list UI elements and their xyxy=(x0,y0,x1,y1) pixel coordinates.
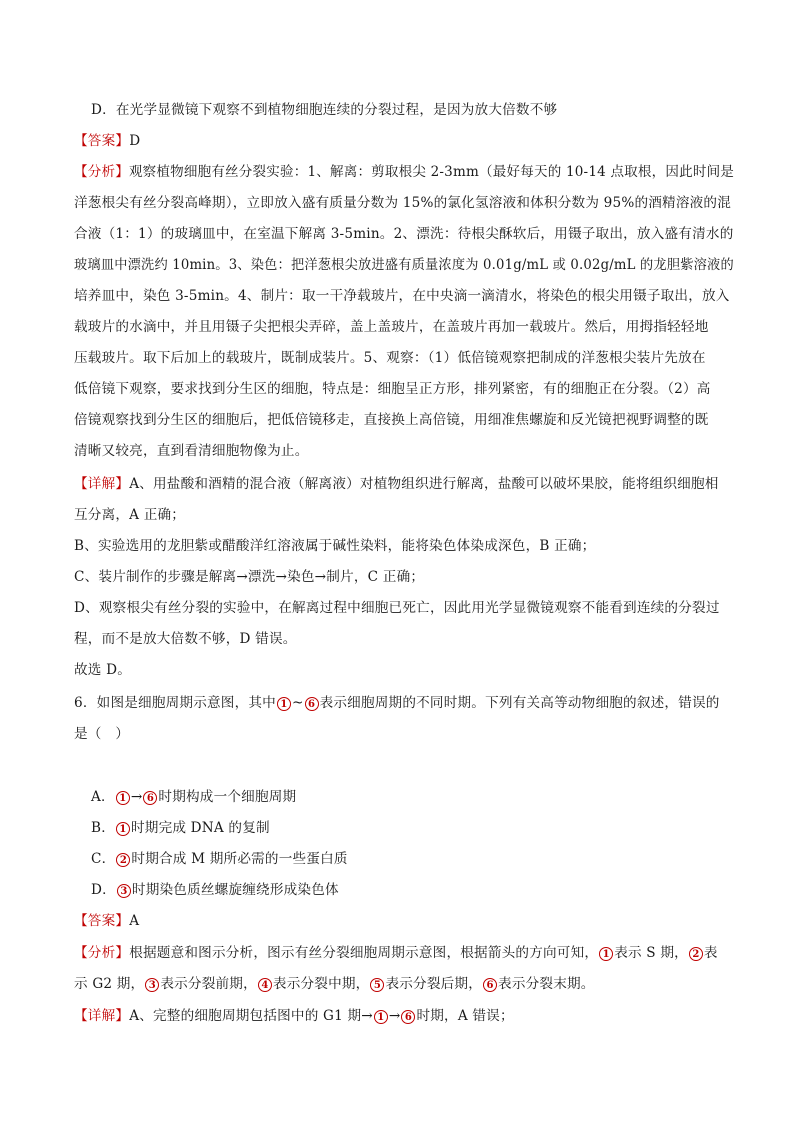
answer-tag: 【答案】 xyxy=(74,913,130,929)
detail-line: 互分离，A 正确； xyxy=(74,507,186,523)
circled-number: 3 xyxy=(117,884,131,898)
answer-tag: 【答案】 xyxy=(74,133,130,149)
detail-line: 故选 D。 xyxy=(74,662,132,678)
detail-line: 【详解】A、用盐酸和酒精的混合液（解离液）对植物组织进行解离，盐酸可以破坏果胶，能将组织细胞相 xyxy=(74,476,719,492)
analysis-line: 低倍镜下观察，要求找到分生区的细胞，特点是：细胞呈正方形，排列紧密，有的细胞正在分裂。（2）高 xyxy=(74,381,711,397)
detail-tag: 【详解】 xyxy=(74,476,130,492)
detail-line: 【详解】A、完整的细胞周期包括图中的 G1 期→ 1 → 6 时期，A 错误； xyxy=(74,1008,514,1024)
circled-number: 6 xyxy=(401,1010,415,1024)
question-number: 6． xyxy=(74,695,97,711)
analysis-line: 载玻片的水滴中，并且用镊子尖把根尖弄碎，盖上盖玻片，在盖玻片再加一载玻片。然后，用拇指轻轻地 xyxy=(74,319,709,335)
option-b: B． 1 时期完成 DNA 的复制 xyxy=(91,820,270,836)
answer-value: A xyxy=(129,913,140,929)
question-6-stem: 6．如图是细胞周期示意图，其中 1 ~ 6 表示细胞周期的不同时期。下列有关高等动物细胞的叙述，错误的 xyxy=(74,695,720,711)
detail-line: B、实验选用的龙胆紫或醋酸洋红溶液属于碱性染料，能将染色体染成深色，B 正确； xyxy=(74,538,596,554)
analysis-line: 【分析】观察植物细胞有丝分裂实验：1、解离：剪取根尖 2-3mm（最好每天的 10-14 点取根，因此时间是 xyxy=(74,164,735,180)
detail-line: D、观察根尖有丝分裂的实验中，在解离过程中细胞已死亡，因此用光学显微镜观察不能看到连续的分裂过 xyxy=(74,600,720,616)
detail-line: C、装片制作的步骤是解离→漂洗→染色→制片，C 正确； xyxy=(74,569,425,585)
option-d-prev: D．在光学显微镜下观察不到植物细胞连续的分裂过程，是因为放大倍数不够 xyxy=(91,102,558,118)
circled-number: 1 xyxy=(277,697,291,711)
question-6-stem-cont: 是（ ） xyxy=(74,726,130,742)
answer-line-q6 xyxy=(74,911,139,931)
circled-number: 5 xyxy=(370,978,384,992)
analysis-line: 清晰又较亮，直到看清细胞物像为止。 xyxy=(74,443,309,459)
analysis-line: 压载玻片。取下后加上的载玻片，既制成装片。5、观察：（1）低倍镜观察把制成的洋葱根尖装片先放在 xyxy=(74,350,706,366)
answer-value: D xyxy=(129,133,141,149)
detail-tag: 【详解】 xyxy=(74,1008,130,1024)
analysis-line: 合液（1：1）的玻璃皿中，在室温下解离 3-5min。2、漂洗：待根尖酥软后，用镊子取出，放入盛有清水的 xyxy=(74,226,734,242)
circled-number: 2 xyxy=(689,947,703,961)
analysis-line: 玻璃皿中漂洗约 10min。3、染色：把洋葱根尖放进盛有质量浓度为 0.01g/mL 或 0.02g/mL 的龙胆紫溶液的 xyxy=(74,257,734,273)
detail-line: 程，而不是放大倍数不够，D 错误。 xyxy=(74,631,297,647)
circled-number: 1 xyxy=(374,1010,388,1024)
option-c: C． 2 时期合成 M 期所必需的一些蛋白质 xyxy=(91,851,348,867)
analysis-line: 培养皿中，染色 3-5min。4、制片：取一干净载玻片，在中央滴一滴清水，将染色的根尖用镊子取出，放入 xyxy=(74,288,730,304)
option-d: D． 3 时期染色质丝螺旋缠绕形成染色体 xyxy=(91,882,339,898)
circled-number: 1 xyxy=(599,947,613,961)
analysis-tag: 【分析】 xyxy=(74,164,129,180)
circled-number: 4 xyxy=(258,978,272,992)
circled-number: 3 xyxy=(145,978,159,992)
circled-number: 2 xyxy=(116,853,130,867)
option-a: A． 1 → 6 时期构成一个细胞周期 xyxy=(91,789,297,805)
circled-number: 6 xyxy=(483,978,497,992)
circled-number: 1 xyxy=(116,791,130,805)
circled-number: 1 xyxy=(116,822,130,836)
analysis-line: 倍镜观察找到分生区的细胞后，把低倍镜移走，直接换上高倍镜，用细准焦螺旋和反光镜把视野调整的既 xyxy=(74,412,709,428)
analysis-tag: 【分析】 xyxy=(74,945,130,961)
analysis-line: 【分析】根据题意和图示分析，图示有丝分裂细胞周期示意图，根据箭头的方向可知， 1 表示 S 期， 2 表 xyxy=(74,945,718,961)
circled-number: 6 xyxy=(305,697,319,711)
answer-line-q5 xyxy=(74,131,140,151)
analysis-line: 示 G2 期， 3 表示分裂前期， 4 表示分裂中期， 5 表示分裂后期， 6 表示分裂末期。 xyxy=(74,976,595,992)
analysis-line: 洋葱根尖有丝分裂高峰期），立即放入盛有质量分数为 15%的氯化氢溶液和体积分数为 95%的酒精溶液的混 xyxy=(74,195,731,211)
circled-number: 6 xyxy=(143,791,157,805)
